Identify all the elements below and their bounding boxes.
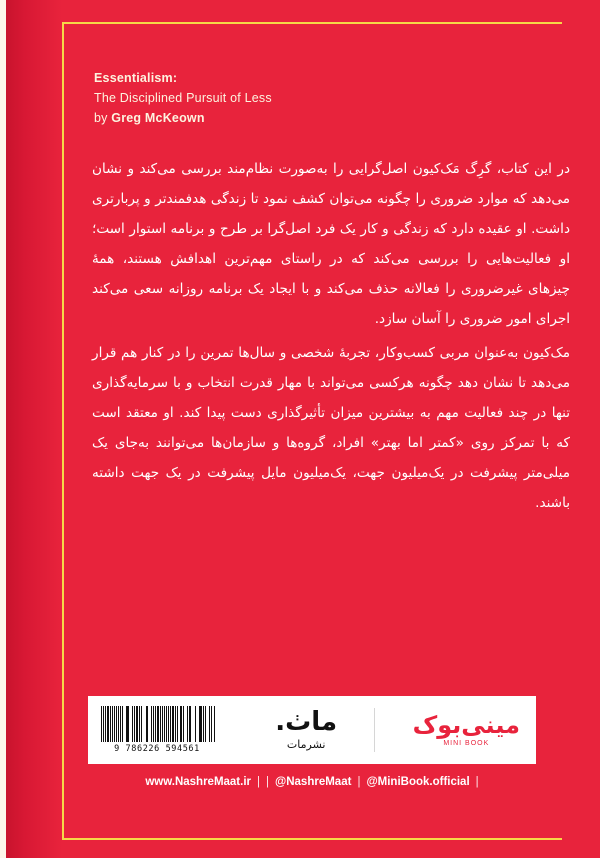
minibook-logo <box>413 713 520 747</box>
barcode <box>96 706 218 754</box>
social-separator-4: | <box>475 776 479 788</box>
panel-divider <box>374 708 375 752</box>
social-links-bar <box>88 776 536 788</box>
author-name: Greg McKeown <box>111 111 205 125</box>
barcode-number: 9 786226 594561 <box>114 744 200 754</box>
persian-blurb <box>86 154 574 518</box>
maat-logo-mark: ماٺ. <box>275 707 338 737</box>
minibook-handle-link[interactable]: @MiniBook.official <box>366 776 470 788</box>
english-author-line <box>94 108 574 128</box>
publisher-handle-link[interactable]: @NashreMaat <box>275 776 352 788</box>
minibook-logo-subtitle: MINI BOOK <box>443 740 490 747</box>
minibook-logo-mark: مینی‌بوک <box>412 711 520 739</box>
maat-publisher-logo <box>275 709 337 751</box>
social-separator-3: | <box>357 776 361 788</box>
maat-logo-subtitle: نشرمات <box>286 738 326 751</box>
barcode-bars <box>99 706 215 742</box>
blurb-paragraph-2: مک‌کیون به‌عنوان مربی کسب‌وکار، تجربهٔ شخصی و سال‌ها تمرین را در کنار هم قرار می‌دهد تا نشان دهد چگونه هرکسی می‌تواند با مهار قدرت انتخاب و با سرمایه‌گذاری تنها در چند فعالیت مهم به بیشترین میزان تأثیرگذاری دست پیدا کند. او معتقد است که با تمرکز روی «کمتر اما بهتر» افراد، گروه‌ها و سازمان‌ها می‌توانند به‌جای یک میلی‌متر پیشرفت در یک‌میلیون جهت، یک‌میلیون مایل پیشرفت در یک جهت داشته باشند. <box>92 345 570 511</box>
book-spine-shading <box>0 0 62 858</box>
english-title-line2: The Disciplined Pursuit of Less <box>94 91 272 105</box>
publisher-panel <box>88 696 536 764</box>
spine-edge-highlight <box>0 0 6 858</box>
social-separator-1: | <box>257 776 261 788</box>
social-separator-2: | <box>266 776 270 788</box>
blurb-paragraph-1: در این کتاب، گرِگ مَک‌کیون اصل‌گرایی را به‌صورت نظام‌مند بررسی می‌کند و نشان می‌دهد که موارد ضروری را چگونه می‌توان کشف نمود تا زندگی هدفمندتر و پربارتری داشت. او عقیده دارد که زندگی و کار یک فرد اصل‌گرا بر طرح و برنامه استوار است؛ او فعالیت‌هایی را بررسی می‌کند که در راستای مهم‌ترین اهدافش هستند، همهٔ چیزهای غیرضروری را فعالانه حذف می‌کند و با ایجاد یک برنامه روزانه سعی می‌کند اجرای امور ضروری را آسان سازد. <box>92 161 570 327</box>
english-title-block <box>94 68 574 128</box>
website-link[interactable]: www.NashreMaat.ir <box>145 776 252 788</box>
english-title-line1: Essentialism: <box>94 71 178 85</box>
by-label: by <box>94 111 112 125</box>
